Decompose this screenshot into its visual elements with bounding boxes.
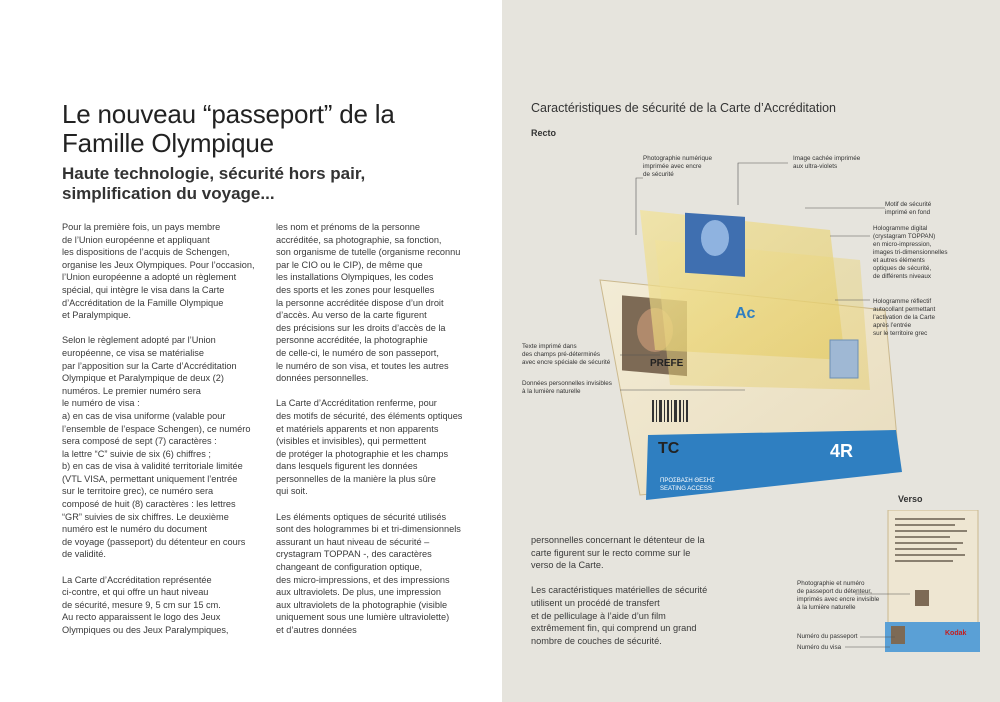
callout-photo-number: Photographie numérique imprimée avec encre de sécurité (643, 155, 712, 178)
paragraph: La Carte d’Accréditation renferme, pour des motifs de sécurité, des éléments optiques et matériels apparents et non apparents (visibles et invisibles), qui permettent de protéger la photographie et les champs dans lesquels figurent les données personnelles de la manière la plus sûre qui soit. (276, 398, 463, 497)
paragraph: Les éléments optiques de sécurité utilisés sont des hologrammes bi et tri-dimensionnels assurant un haut niveau de sécurité – crystagram TOPPAN -, des caractères changeant de configuration optique, des micro-impressions, et des impressions aux ultraviolets. De plus, une impression aux ultraviolets de la photographie (visible uniquement sous une lumière ultraviolette) et d’autres données (276, 511, 461, 635)
text-column-1 (62, 221, 267, 649)
paragraph: Selon le règlement adopté par l’Union européenne, ce visa se matérialise par l’apposition sur la Carte d’Accréditation Olympique et Paralympique de deux (2) numéros. Le premier numéro sera le numéro de visa : a) en cas de visa uniforme (valable pour l’ensemble de l’espace Schengen), ce numéro sera composé de sept (7) caractères : la lettre “C” suivie de six (6) chiffres ; b) en cas de visa à validité territoriale limitée (VTL VISA, permettant uniquement l’entrée sur le territoire grec), ce numéro sera composé de huit (8) caractères : les lettres “GR” suivies de six chiffres. Le deuxième numéro est le numéro du document de voyage (passeport) du détenteur en cours de validité. (62, 335, 251, 560)
verso-photo (915, 590, 929, 606)
paragraph: les nom et prénoms de la personne accréditée, sa photographie, sa fonction, son organisme de tutelle (organisme reconnu par le CIO ou le CIP), de même que les installations Olympiques, les codes des sports et les zones pour lesquelles la personne accréditée dispose d’un droit d’accès. Au verso de la carte figurent des précisions sur les droits d’accès de la personne accréditée, la photographie de celle-ci, le numéro de son passeport, le numéro de son visa, et toutes les autres données personnelles. (276, 222, 461, 384)
callout-verso-photo: Photographie et numéro de passeport du détenteur, imprimés avec encre invisible à la lumière naturelle (797, 580, 880, 611)
card-name: PREFE (650, 358, 684, 369)
callout-visa-number: Numéro du visa (797, 644, 842, 651)
verso-card-illustration (885, 510, 980, 660)
paragraph: La Carte d’Accréditation représentée ci-contre, et qui offre un haut niveau de sécurité, mesure 9, 5 cm sur 15 cm. Au recto apparaissent le logo des Jeux Olympiques ou des Jeux Paralympiques, (62, 574, 229, 635)
page-subtitle: Haute technologie, sécurité hors pair, simplification du voyage... (62, 164, 366, 203)
kodak-text: Kodak (945, 630, 967, 637)
recto-label: Recto (531, 128, 557, 138)
callout-uv-image: Image cachée imprimée aux ultra-violets (793, 155, 861, 170)
callout-passport-number: Numéro du passeport (797, 633, 858, 640)
callout-personal-data: Données personnelles invisibles à la lumière naturelle (522, 380, 612, 395)
paragraph: Pour la première fois, un pays membre de l’Union européenne et appliquant les dispositions de l’acquis de Schengen, organise les Jeux Olympiques. Pour l’occasion, l’Union européenne a adopté un règlement spécial, qui intègre le visa dans la Carte d’Accréditation de la Famille Olympique et Paralympique. (62, 222, 255, 321)
card-seating: SEATING ACCESS (660, 486, 712, 492)
paragraph: personnelles concernant le détenteur de la carte figurent sur le recto comme sur le verso de la Carte. (531, 535, 705, 571)
card-seating-greek: ΠΡΟΣΒΑΣΗ ΘΕΣΗΣ (660, 478, 715, 484)
reflective-hologram (830, 340, 858, 378)
text-column-2 (276, 221, 491, 649)
paragraph: Les caractéristiques matérielles de sécurité utilisent un procédé de transfert et de pelliculage à l’aide d’un film extrêmement fin, qui comprend un grand nombre de couches de sécurité. (531, 585, 708, 646)
callout-motif: Motif de sécurité imprimé en fond (885, 201, 932, 216)
page-title: Le nouveau “passeport” de la Famille Olympique (62, 99, 395, 158)
card-tc: TC (658, 440, 680, 457)
card-code: 4R (830, 441, 854, 461)
callout-hologram-reflective: Hologramme réflectif autocollant permettant l’activation de la Carte après l’entrée sur le territoire grec (873, 298, 936, 337)
verso-label: Verso (898, 494, 923, 504)
security-heading: Caractéristiques de sécurité de la Carte d’Accréditation (531, 101, 837, 115)
card-acc: Ac (735, 305, 756, 322)
callout-text-fields: Texte imprimé dans des champs pré-déterminés avec encre spéciale de sécurité (522, 343, 611, 366)
accreditation-card-illustration (560, 190, 920, 520)
callout-hologram-digital: Hologramme digital (crystagram TOPPAN) en micro-impression, images tri-dimensionnelles et autres éléments optiques de sécurité, de différents niveaux (873, 225, 948, 280)
text-column-3 (531, 534, 746, 660)
